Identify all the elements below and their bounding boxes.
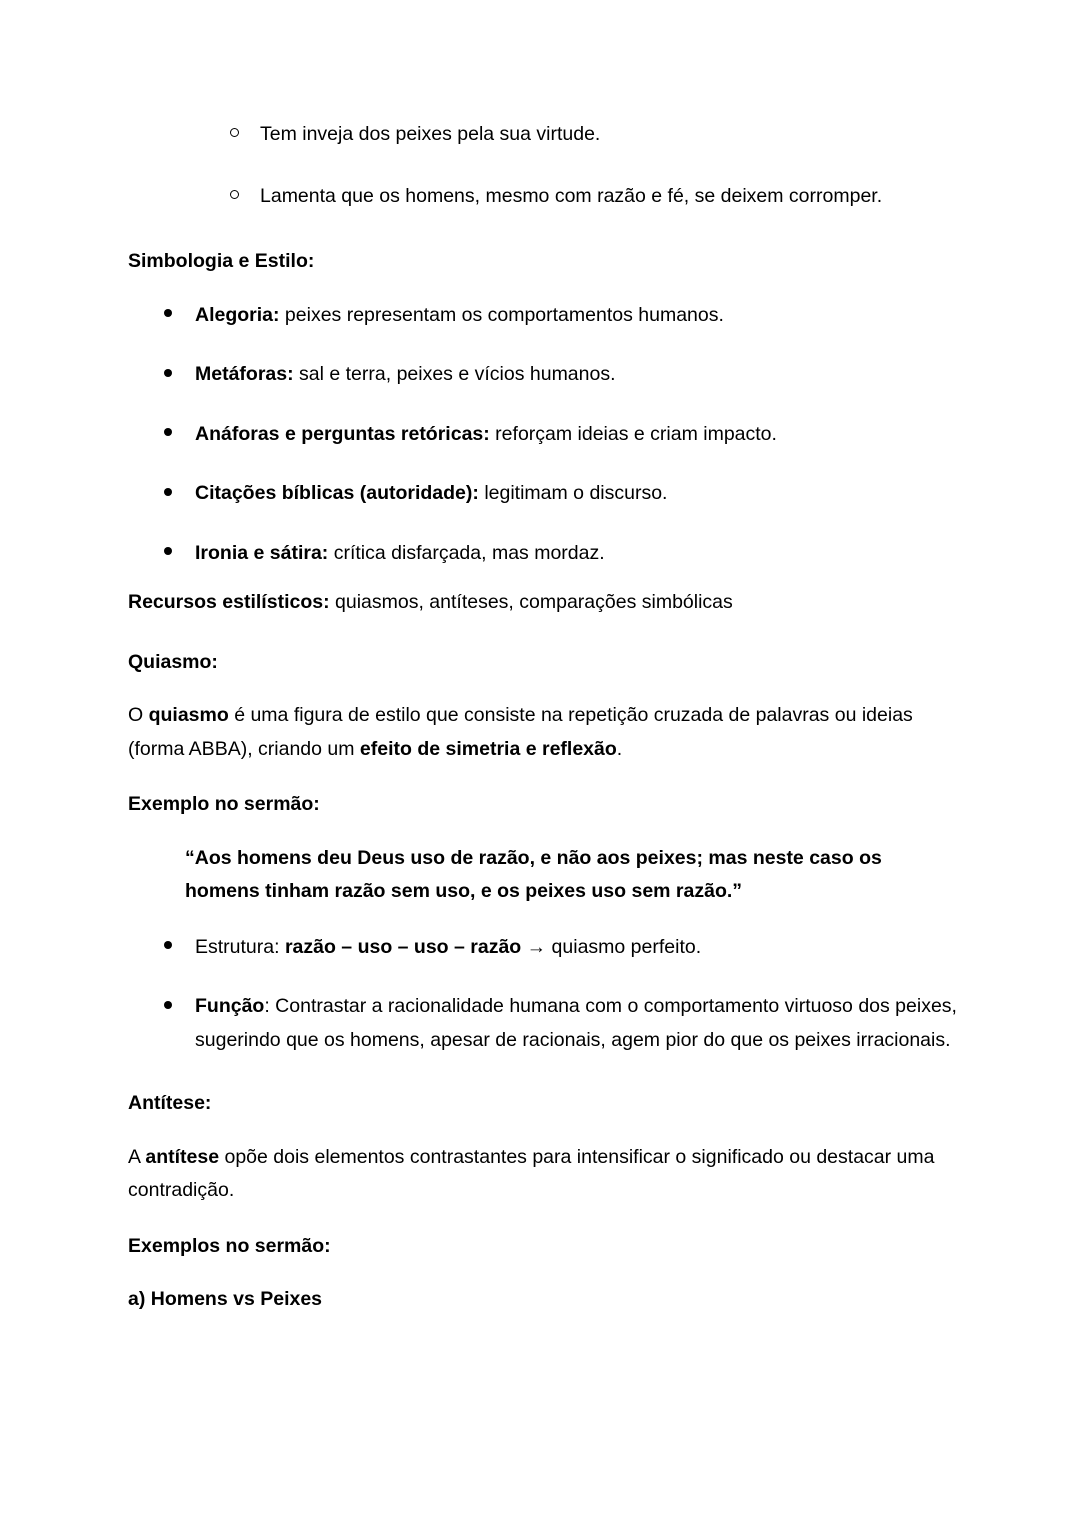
disc-bullet-icon bbox=[164, 418, 178, 452]
section-heading-antitese: Antítese: bbox=[128, 1092, 212, 1114]
funcao-term: Função bbox=[195, 995, 265, 1017]
list-item-text: sal e terra, peixes e vícios humanos. bbox=[293, 363, 616, 385]
estrutura-text: → quiasmo perfeito. bbox=[521, 935, 702, 958]
disc-bullet-icon bbox=[164, 358, 178, 392]
section-heading-exemplo-sermao: Exemplo no sermão: bbox=[128, 793, 320, 815]
list-item-term: Anáforas e perguntas retóricas: bbox=[195, 422, 490, 445]
list-item bbox=[128, 358, 960, 392]
blockquote-sermao: “Aos homens deu Deus uso de razão, e não aos peixes; mas neste caso os homens tinham razão sem uso, e os peixes uso sem razão.” bbox=[185, 846, 882, 902]
disc-bullet-icon bbox=[164, 990, 178, 1024]
paragraph-quiasmo-definicao bbox=[128, 699, 960, 766]
list-item-term: Metáforas: bbox=[195, 363, 294, 385]
antitese-def-rest: opõe dois elementos contrastantes para intensificar o significado ou destacar uma contradição. bbox=[128, 1145, 935, 1201]
paragraph-recursos-estilisticos bbox=[128, 586, 960, 620]
quiasmo-def-bold-effect: efeito de simetria e reflexão bbox=[359, 737, 617, 760]
quiasmo-analysis-list bbox=[128, 931, 960, 1058]
disc-bullet-icon bbox=[164, 931, 178, 965]
section-heading-exemplos-sermao: Exemplos no sermão: bbox=[128, 1234, 331, 1257]
section-heading-item-a: a) Homens vs Peixes bbox=[128, 1288, 323, 1310]
funcao-text: : Contrastar a racionalidade humana com o comportamento virtuoso dos peixes, sugerindo que os homens, apesar de racionais, agem pior do que os peixes irracionais. bbox=[195, 995, 957, 1051]
disc-bullet-icon bbox=[164, 299, 178, 333]
list-item-term: Ironia e sátira: bbox=[195, 541, 329, 564]
quiasmo-def-lead: O bbox=[128, 704, 149, 726]
antitese-def-lead: A bbox=[128, 1145, 146, 1168]
quiasmo-def-bold-term: quiasmo bbox=[148, 704, 229, 726]
antitese-def-bold-term: antítese bbox=[145, 1145, 220, 1168]
list-item bbox=[128, 477, 960, 511]
list-item-text: reforçam ideias e criam impacto. bbox=[489, 422, 777, 445]
hollow-circle-bullet-icon bbox=[230, 118, 244, 152]
spacer bbox=[128, 634, 960, 646]
disc-bullet-icon bbox=[164, 477, 178, 511]
list-item bbox=[128, 537, 960, 571]
list-item bbox=[128, 118, 960, 152]
list-item-text: Tem inveja dos peixes pela sua virtude. bbox=[260, 123, 601, 145]
quiasmo-def-end: . bbox=[616, 737, 623, 760]
list-item bbox=[128, 180, 960, 214]
list-item-term: Alegoria: bbox=[195, 303, 280, 326]
disc-bullet-icon bbox=[164, 537, 178, 571]
list-item bbox=[128, 931, 960, 965]
document-content bbox=[128, 118, 960, 1337]
simbologia-bullet-list bbox=[128, 299, 960, 571]
list-item-text: crítica disfarçada, mas mordaz. bbox=[328, 541, 605, 564]
sub-bullet-list bbox=[128, 118, 960, 213]
hollow-circle-bullet-icon bbox=[230, 180, 244, 214]
recursos-term: Recursos estilísticos: bbox=[128, 591, 330, 613]
spacer bbox=[128, 1075, 960, 1087]
list-item-text: legitimam o discurso. bbox=[478, 482, 668, 504]
recursos-text: quiasmos, antíteses, comparações simbólicas bbox=[329, 591, 733, 613]
estrutura-pattern: razão – uso – uso – razão bbox=[284, 935, 522, 958]
paragraph-antitese-definicao bbox=[128, 1141, 960, 1208]
section-heading-quiasmo: Quiasmo: bbox=[128, 650, 218, 673]
list-item bbox=[128, 990, 960, 1057]
list-item-term: Citações bíblicas (autoridade): bbox=[195, 482, 479, 504]
list-item-text: Lamenta que os homens, mesmo com razão e fé, se deixem corromper. bbox=[260, 184, 883, 207]
list-item-text: peixes representam os comportamentos humanos. bbox=[279, 303, 724, 326]
list-item bbox=[128, 299, 960, 333]
section-heading-simbologia: Simbologia e Estilo: bbox=[128, 250, 315, 272]
list-item bbox=[128, 418, 960, 452]
quiasmo-def-middle: é uma figura de estilo que consiste na repetição cruzada de palavras ou ideias (forma ABBA), criando um bbox=[128, 704, 913, 760]
estrutura-label: Estrutura: bbox=[195, 935, 285, 958]
